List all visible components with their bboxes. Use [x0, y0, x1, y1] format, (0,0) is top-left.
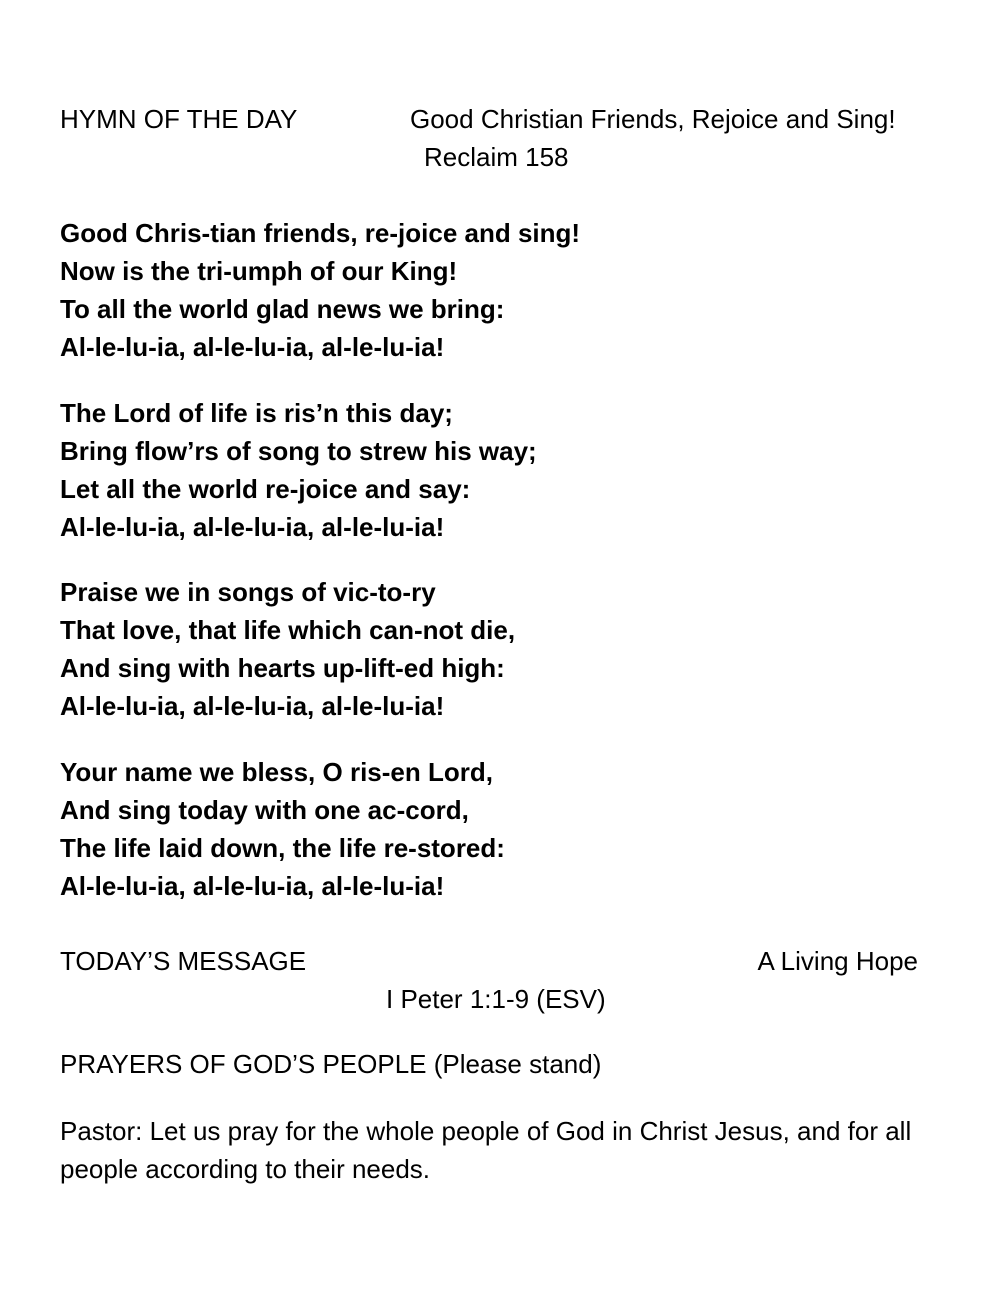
verse-line: To all the world glad news we bring:: [60, 294, 505, 324]
verse-line: Al-le-lu-ia, al-le-lu-ia, al-le-lu-ia!: [60, 332, 445, 362]
verse-line: Al-le-lu-ia, al-le-lu-ia, al-le-lu-ia!: [60, 871, 445, 901]
message-title: A Living Hope: [757, 946, 918, 976]
verse-line: Let all the world re-joice and say:: [60, 474, 471, 504]
verse-line: Good Chris-tian friends, re-joice and sing!: [60, 218, 581, 248]
verse-line: Now is the tri-umph of our King!: [60, 256, 458, 286]
hymn-verse-3: [60, 573, 515, 725]
hymn-title: Good Christian Friends, Rejoice and Sing!: [410, 104, 896, 134]
hymn-heading: HYMN OF THE DAY: [60, 104, 298, 134]
verse-line: Al-le-lu-ia, al-le-lu-ia, al-le-lu-ia!: [60, 691, 445, 721]
verse-line: Al-le-lu-ia, al-le-lu-ia, al-le-lu-ia!: [60, 512, 445, 542]
prayer-paragraph: Pastor: Let us pray for the whole people of God in Christ Jesus, and for all people according to their needs.: [60, 1116, 912, 1184]
hymn-verse-4: [60, 753, 505, 905]
verse-line: And sing today with one ac-cord,: [60, 795, 469, 825]
verse-line: The Lord of life is ris’n this day;: [60, 398, 453, 428]
verse-line: Your name we bless, O ris-en Lord,: [60, 757, 493, 787]
hymn-verse-1: [60, 214, 580, 366]
message-heading: TODAY’S MESSAGE: [60, 946, 307, 976]
hymn-source: Reclaim 158: [424, 142, 569, 172]
verse-line: The life laid down, the life re-stored:: [60, 833, 505, 863]
hymn-verse-2: [60, 394, 537, 546]
verse-line: Bring flow’rs of song to strew his way;: [60, 436, 537, 466]
verse-line: And sing with hearts up-lift-ed high:: [60, 653, 505, 683]
verse-line: That love, that life which can-not die,: [60, 615, 516, 645]
verse-line: Praise we in songs of vic-to-ry: [60, 577, 436, 607]
message-reference: I Peter 1:1-9 (ESV): [386, 984, 606, 1014]
prayers-heading: PRAYERS OF GOD’S PEOPLE (Please stand): [60, 1049, 602, 1079]
